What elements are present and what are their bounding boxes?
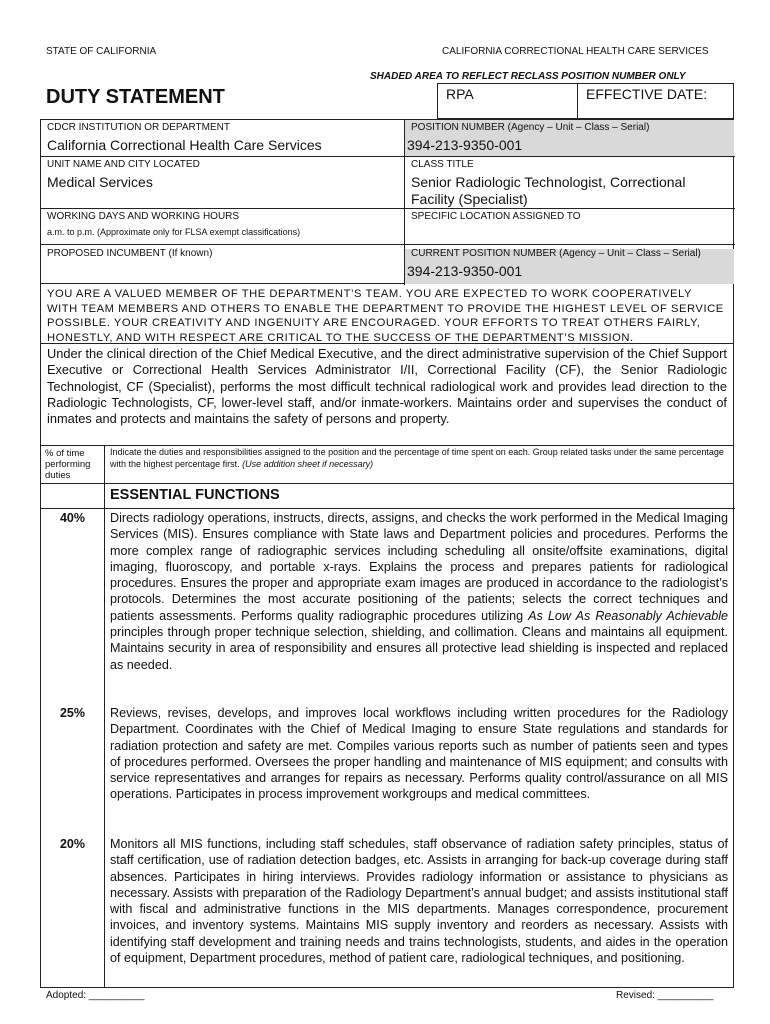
valued-line: HONESTLY, AND WITH RESPECT ARE CRITICAL TO THE SUCCESS OF THE DEPARTMENT’S MISSION. (47, 331, 634, 344)
class-title-label: CLASS TITLE (411, 159, 474, 170)
duty-percent[interactable]: 20% (59, 837, 86, 851)
specific-location-label: SPECIFIC LOCATION ASSIGNED TO (411, 211, 581, 222)
valued-line: WITH TEAM MEMBERS AND OTHERS TO ENABLE THE DEPARTMENT TO PROVIDE THE HIGHEST LEVEL OF SERVICE (47, 302, 724, 315)
agency-header: CALIFORNIA CORRECTIONAL HEALTH CARE SERVICES (442, 46, 709, 57)
effective-date-box[interactable] (577, 83, 734, 119)
duties-header-row (40, 446, 734, 484)
unit-value[interactable]: Medical Services (47, 174, 153, 190)
duty-description[interactable]: Monitors all MIS functions, including staff schedules, staff observance of radiation safety principles, status of staff certification, use of radiation detection badges, etc. Assists in arranging for back-up coverage during staff absences. Participates in hiring interviews. Provides radiology information or assistance to physicians as necessary. Assists with preparation of the Radiology Department’s annual budget; and assists institutional staff with fiscal and administrative functions in the MIS departments. Manages correspondence, procurement invoices, and inventory systems. Maintains MIS supply inventory and reorders as necessary. Assists with identifying staff development and training needs and trains technologists, students, and aides in the operation of equipment, Department procedures, method of patient care, radiological techniques, and positioning. (110, 837, 728, 966)
duties-section (40, 484, 734, 988)
duty-description[interactable]: Directs radiology operations, instructs, directs, assigns, and checks the work performed in the Medical Imaging Services (MIS). Ensures compliance with State laws and Department policies and procedures. Performs the more complex range of radiographic services including scheduling all onsite/offsite examinations, digital imaging, fluoroscopy, and portable x-rays. Explains the process and prepares patients for radiological procedures. Ensures the proper and appropriate exam images are produced in accordance to the radiologist’s protocols. Determines the most accurate positioning of the patients; selects the correct techniques and patients assessments. Performs quality radiographic procedures utilizing As Low As Reasonably Achievable principles through proper technique selection, shielding, and collimation. Cleans and maintains all equipment. Maintains security in area of responsibility and ensures all protective lead shielding is inspected and replaced as needed. (110, 511, 729, 672)
proposed-incumbent-label: PROPOSED INCUMBENT (If known) (47, 248, 213, 259)
valued-member-statement (40, 284, 734, 344)
position-info-grid (40, 119, 734, 284)
position-summary[interactable]: Under the clinical direction of the Chief Medical Executive, and the direct administrative supervision of the Chief Support Executive or Correctional Health Services Administrator I/II, Correctional Facility (CF), the Senior Radiologic Technologist, CF (Specialist), performs the most difficult technical radiological work and provides lead direction to the Radiologic Technologists, CF, lower-level staff, and/or inmate-workers. Maintains order and supervises the conduct of inmates and protects and maintains the safety of persons and property. (40, 344, 734, 446)
percent-header-line: duties (45, 470, 71, 481)
instruction-text: Indicate the duties and responsibilities assigned to the position and the percentage of time spent on each. Group related tasks under the same percentage with the highest percentage first. (110, 447, 724, 469)
current-position-label: CURRENT POSITION NUMBER (Agency – Unit – Class – Serial) (411, 248, 701, 259)
effective-date-label: EFFECTIVE DATE: (586, 86, 708, 102)
shaded-area-note: SHADED AREA TO REFLECT RECLASS POSITION NUMBER ONLY (370, 71, 686, 82)
duties-instruction (110, 447, 726, 470)
institution-label: CDCR INSTITUTION OR DEPARTMENT (47, 122, 230, 133)
duty-percent[interactable]: 25% (59, 706, 86, 720)
position-number-value[interactable]: 394-213-9350-001 (407, 137, 523, 153)
revised-date: Revised: __________ (616, 990, 714, 1001)
percent-header-line: performing (45, 459, 91, 470)
current-position-value[interactable]: 394-213-9350-001 (407, 263, 523, 279)
instruction-italic: (Use addition sheet if necessary) (242, 458, 374, 469)
adopted-date: Adopted: __________ (46, 990, 145, 1001)
duty-description[interactable]: Reviews, revises, develops, and improves local workflows including written procedures for the Radiology Department. Coordinates with the Chief of Medical Imaging to ensure State regulations and standards for radiation protection and safety are met. Compiles various reports such as number of patients seen and types of procedures performed. Oversees the proper handling and maintenance of MIS equipment; and consults with service representatives and arranges for repairs as necessary. Performs quality control/assurance on all MIS operations. Participates in process improvement workgroups and medical committees. (110, 706, 728, 802)
valued-line: YOU ARE A VALUED MEMBER OF THE DEPARTMENT’S TEAM. YOU ARE EXPECTED TO WORK COOPERATIVELY (47, 288, 692, 300)
percent-time-header (45, 448, 103, 481)
institution-value[interactable]: California Correctional Health Care Services (47, 137, 322, 153)
percent-header-line: % of time (45, 448, 85, 459)
class-title-value-line2[interactable]: Facility (Specialist) (411, 191, 528, 207)
working-hours-note[interactable]: a.m. to p.m. (Approximate only for FLSA exempt classifications) (47, 227, 301, 237)
duty-percent[interactable]: 40% (59, 511, 86, 525)
position-number-label: POSITION NUMBER (Agency – Unit – Class – Serial) (411, 122, 650, 133)
valued-line: POSSIBLE. YOUR CREATIVITY AND INGENUITY ARE ENCOURAGED. YOUR EFFORTS TO TREAT OTHERS FAIRLY, (47, 317, 701, 329)
unit-label: UNIT NAME AND CITY LOCATED (47, 159, 200, 170)
page-title: DUTY STATEMENT (46, 86, 225, 108)
working-days-label: WORKING DAYS AND WORKING HOURS (47, 211, 240, 222)
rpa-box[interactable] (437, 83, 577, 119)
essential-functions-title: ESSENTIAL FUNCTIONS (110, 487, 280, 503)
rpa-label: RPA (446, 86, 474, 102)
class-title-value-line1[interactable]: Senior Radiologic Technologist, Correctional (411, 174, 686, 190)
state-header: STATE OF CALIFORNIA (46, 46, 157, 57)
